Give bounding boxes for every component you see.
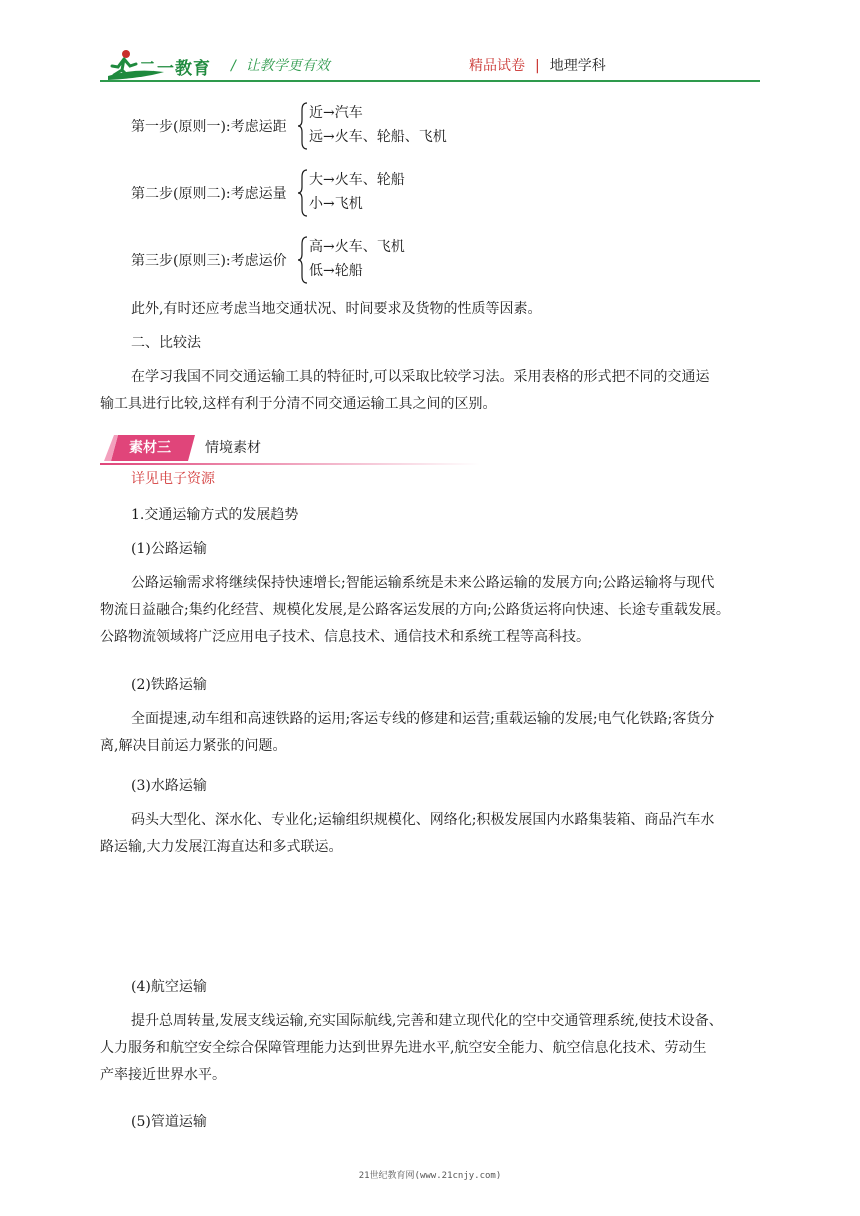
- step-option: 大→火车、轮船: [309, 172, 405, 188]
- step-label: 第二步(原则二):考虑运量: [131, 186, 287, 202]
- step-option: 近→汽车: [309, 105, 363, 121]
- slogan-text: 让教学更有效: [245, 58, 330, 74]
- step-option: 远→火车、轮船、飞机: [309, 129, 447, 145]
- brace-icon: [298, 102, 308, 150]
- paragraph-compare: [100, 364, 763, 418]
- text-line: 提升总周转量,发展支线运输,充实国际航线,完善和建立现代化的空中交通管理系统,使技术设备、: [131, 1013, 723, 1029]
- text-line: 公路运输需求将继续保持快速增长;智能运输系统是未来公路运输的发展方向;公路运输将与现代: [131, 575, 715, 591]
- resource-link[interactable]: 详见电子资源: [131, 471, 215, 487]
- tag-premium-paper: 精品试卷: [469, 58, 525, 74]
- text-line: 产率接近世界水平。: [100, 1067, 226, 1083]
- text-line: 输工具进行比较,这样有利于分清不同交通运输工具之间的区别。: [100, 396, 497, 412]
- slogan: [231, 55, 330, 75]
- brace-icon: [298, 169, 308, 217]
- paragraph-air: [100, 1008, 763, 1089]
- footer-source: 21世纪教育网(www.21cnjy.com): [358, 1171, 502, 1181]
- text-line: 物流日益融合;集约化经营、规模化发展,是公路客运发展的方向;公路货运将向快速、长途专重载发展。: [100, 602, 730, 618]
- text-line: 码头大型化、深水化、专业化;运输组织规模化、网络化;积极发展国内水路集装箱、商品汽车水: [131, 812, 715, 828]
- water-title: (3)水路运输: [131, 778, 207, 794]
- text-line: 在学习我国不同交通运输工具的特征时,可以采取比较学习法。采用表格的形式把不同的交通运: [131, 369, 710, 385]
- trend-title: 1.交通运输方式的发展趋势: [131, 507, 299, 523]
- logo-text: 二一教育: [139, 59, 211, 79]
- text-line: 公路物流领域将广泛应用电子技术、信息技术、通信技术和系统工程等高科技。: [100, 629, 590, 645]
- brace-icon: [298, 236, 308, 284]
- text-line: 人力服务和航空安全综合保障管理能力达到世界先进水平,航空安全能力、航空信息化技术、劳动生: [100, 1040, 707, 1056]
- slash-divider: /: [231, 58, 236, 74]
- paragraph-rail: [100, 706, 763, 760]
- header-tags: [469, 55, 606, 75]
- step-label: 第三步(原则三):考虑运价: [131, 253, 287, 269]
- tag-separator: |: [535, 58, 540, 74]
- rail-title: (2)铁路运输: [131, 677, 207, 693]
- banner-title: 情境素材: [205, 440, 261, 456]
- paragraph-extra: 此外,有时还应考虑当地交通状况、时间要求及货物的性质等因素。: [131, 301, 542, 317]
- text-line: 路运输,大力发展江海直达和多式联运。: [100, 839, 343, 855]
- pipe-title: (5)管道运输: [131, 1114, 207, 1130]
- section-title-compare: 二、比较法: [131, 335, 201, 351]
- step-option: 高→火车、飞机: [309, 239, 405, 255]
- page-header: [0, 0, 860, 84]
- step-option: 低→轮船: [309, 263, 363, 279]
- paragraph-water: [100, 807, 763, 861]
- step-option: 小→飞机: [309, 196, 363, 212]
- air-title: (4)航空运输: [131, 979, 207, 995]
- text-line: 离,解决目前运力紧张的问题。: [100, 738, 287, 754]
- header-rule: [100, 80, 760, 82]
- step-label: 第一步(原则一):考虑运距: [131, 119, 287, 135]
- tag-subject: 地理学科: [549, 58, 606, 74]
- road-title: (1)公路运输: [131, 541, 207, 557]
- paragraph-road: [100, 570, 763, 651]
- text-line: 全面提速,动车组和高速铁路的运用;客运专线的修建和运营;重载运输的发展;电气化铁路;客货分: [131, 711, 715, 727]
- banner-label: 素材三: [129, 440, 171, 456]
